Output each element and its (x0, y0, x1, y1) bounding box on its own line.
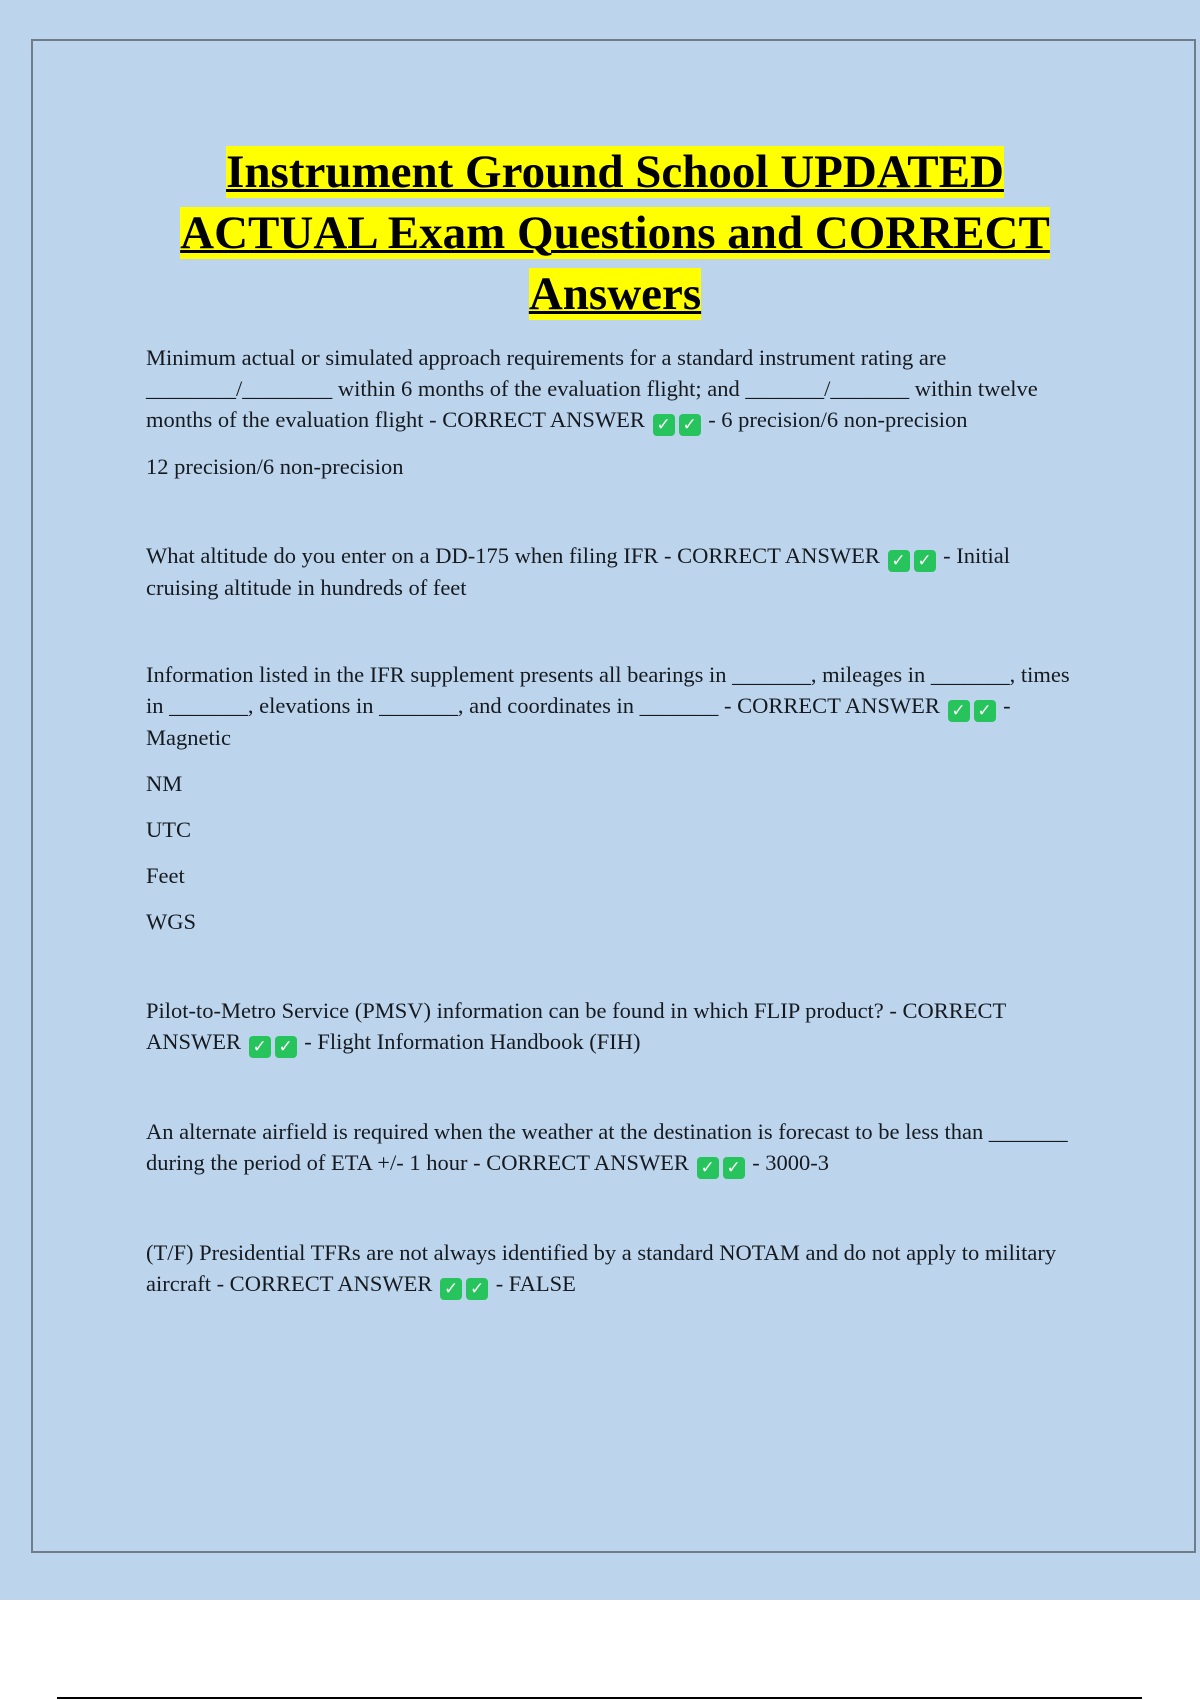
answer-line: UTC (146, 817, 191, 842)
title-line-2: ACTUAL Exam Questions and CORRECT (180, 207, 1050, 259)
check-icon: ✓ (466, 1278, 488, 1300)
footer-rule (57, 1697, 1142, 1699)
document-title (60, 142, 1170, 325)
answer-line: NM (146, 771, 183, 796)
answer-text: - Flight Information Handbook (FIH) (304, 1029, 641, 1054)
title-line-1: Instrument Ground School UPDATED (226, 146, 1004, 198)
check-icon: ✓ (697, 1157, 719, 1179)
qa-list (146, 342, 1086, 1300)
question-text: Minimum actual or simulated approach requirements for a standard instrument rating are ________/________ within 6 months of the evaluation flight; and _______/_______ within twelve months of the evaluation flight - CORRECT ANSWER (146, 345, 1038, 432)
check-icon: ✓ (679, 414, 701, 436)
qa-item (146, 342, 1086, 436)
question-text: An alternate airfield is required when the weather at the destination is forecast to be less than _______ during the period of ETA +/- 1 hour - CORRECT ANSWER (146, 1119, 1068, 1175)
question-text: Information listed in the IFR supplement presents all bearings in _______, mileages in _______, times in _______, elevations in _______, and coordinates in _______ - CORRECT ANSWER (146, 662, 1070, 718)
title-line-3: Answers (528, 268, 702, 320)
qa-item (146, 995, 1086, 1058)
question-text: What altitude do you enter on a DD-175 when filing IFR - CORRECT ANSWER (146, 543, 880, 568)
check-icon: ✓ (249, 1036, 271, 1058)
check-icon: ✓ (914, 550, 936, 572)
check-icon: ✓ (888, 550, 910, 572)
qa-item (146, 1237, 1086, 1300)
check-icon: ✓ (653, 414, 675, 436)
check-icon: ✓ (974, 700, 996, 722)
answer-line: WGS (146, 909, 196, 934)
question-text: (T/F) Presidential TFRs are not always identified by a standard NOTAM and do not apply to military aircraft - CORRECT ANSWER (146, 1240, 1057, 1296)
answer-text: - 6 precision/6 non-precision (708, 407, 968, 432)
qa-item (146, 1116, 1086, 1179)
qa-item (146, 540, 1086, 603)
question-text: Pilot-to-Metro Service (PMSV) information can be found in which FLIP product? - CORRECT ANSWER (146, 998, 1006, 1054)
answer-line: 12 precision/6 non-precision (146, 454, 404, 479)
answer-line: Feet (146, 863, 185, 888)
answer-text: - Magnetic (146, 693, 1011, 750)
qa-item (146, 659, 1086, 753)
check-icon: ✓ (440, 1278, 462, 1300)
check-icon: ✓ (723, 1157, 745, 1179)
check-icon: ✓ (275, 1036, 297, 1058)
answer-text: - 3000-3 (752, 1150, 830, 1175)
answer-text: - Initial cruising altitude in hundreds of feet (146, 543, 1010, 600)
check-icon: ✓ (948, 700, 970, 722)
answer-text: - FALSE (495, 1271, 576, 1296)
